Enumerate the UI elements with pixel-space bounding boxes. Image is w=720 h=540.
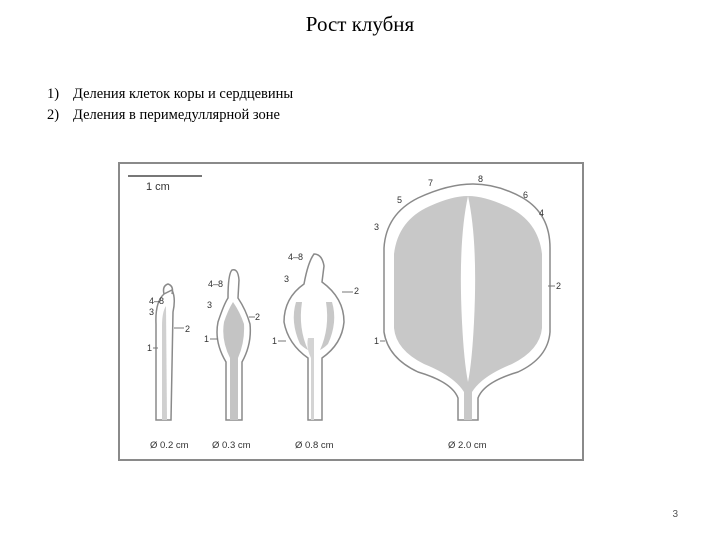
bullet-number: 2) xyxy=(47,107,60,123)
zone-label: 2 xyxy=(185,324,191,334)
zone-label: 4–8 xyxy=(149,296,165,306)
zone-label: 1 xyxy=(374,336,380,346)
zone-label: 3 xyxy=(207,300,213,310)
slide-title: Рост клубня xyxy=(305,12,415,36)
zone-label: 4–8 xyxy=(288,252,304,262)
zone-label: 8 xyxy=(478,174,484,184)
zone-label: 3 xyxy=(149,307,155,317)
scale-label: 1 cm xyxy=(146,181,170,193)
tuber-growth-figure xyxy=(118,162,584,461)
zone-label: 2 xyxy=(556,281,562,291)
zone-label: 7 xyxy=(428,178,434,188)
bullet-text: Деления клеток коры и сердцевины xyxy=(73,86,294,102)
diameter-label: Ø 2.0 cm xyxy=(448,440,487,451)
tuber-diagram xyxy=(118,162,584,461)
diameter-label: Ø 0.8 cm xyxy=(295,440,334,451)
zone-label: 2 xyxy=(255,312,261,322)
zone-label: 1 xyxy=(272,336,278,346)
zone-label: 5 xyxy=(397,195,403,205)
bullet-list xyxy=(47,84,293,126)
zone-label: 1 xyxy=(204,334,210,344)
zone-label: 4 xyxy=(539,208,545,218)
zone-label: 1 xyxy=(147,343,153,353)
diameter-label: Ø 0.2 cm xyxy=(150,440,189,451)
page-number: 3 xyxy=(672,509,678,520)
bullet-number: 1) xyxy=(47,86,60,102)
bullet-item xyxy=(47,105,293,126)
zone-label: 3 xyxy=(284,274,290,284)
zone-label: 6 xyxy=(523,190,529,200)
zone-label: 4–8 xyxy=(208,279,224,289)
bullet-item xyxy=(47,84,293,105)
bullet-text: Деления в перимедуллярной зоне xyxy=(73,107,280,123)
zone-label: 3 xyxy=(374,222,380,232)
diameter-label: Ø 0.3 cm xyxy=(212,440,251,451)
zone-label: 2 xyxy=(354,286,360,296)
